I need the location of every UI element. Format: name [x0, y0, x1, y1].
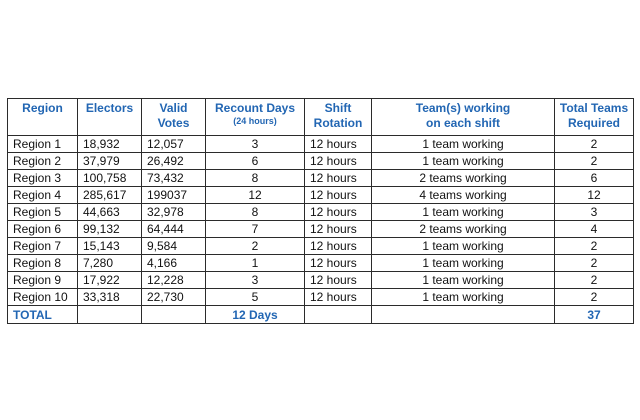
total-shift-empty: [305, 306, 372, 324]
table-row: [8, 187, 634, 204]
cell-teams-per-shift: 2 teams working: [372, 170, 555, 187]
cell-total-teams: 2: [555, 272, 634, 289]
table-row: [8, 170, 634, 187]
cell-teams-per-shift: 2 teams working: [372, 221, 555, 238]
table-row: [8, 221, 634, 238]
table-row: [8, 238, 634, 255]
cell-valid-votes: 199037: [142, 187, 206, 204]
cell-electors: 99,132: [78, 221, 142, 238]
cell-shift-rotation: 12 hours: [305, 187, 372, 204]
table-row: [8, 255, 634, 272]
table-row: [8, 136, 634, 153]
cell-region: Region 6: [8, 221, 78, 238]
cell-teams-per-shift: 4 teams working: [372, 187, 555, 204]
cell-teams-per-shift: 1 team working: [372, 136, 555, 153]
table-row: [8, 272, 634, 289]
cell-total-teams: 3: [555, 204, 634, 221]
total-row: [8, 306, 634, 324]
cell-electors: 33,318: [78, 289, 142, 306]
cell-teams-per-shift: 1 team working: [372, 204, 555, 221]
cell-electors: 37,979: [78, 153, 142, 170]
cell-valid-votes: 9,584: [142, 238, 206, 255]
recount-table-container: [7, 98, 633, 324]
cell-recount-days: 7: [206, 221, 305, 238]
cell-total-teams: 4: [555, 221, 634, 238]
cell-valid-votes: 64,444: [142, 221, 206, 238]
cell-teams-per-shift: 1 team working: [372, 153, 555, 170]
cell-total-teams: 2: [555, 136, 634, 153]
cell-recount-days: 8: [206, 170, 305, 187]
total-electors-empty: [78, 306, 142, 324]
header-shift-rotation: Shift Rotation: [305, 99, 372, 136]
cell-valid-votes: 22,730: [142, 289, 206, 306]
cell-shift-rotation: 12 hours: [305, 255, 372, 272]
cell-teams-per-shift: 1 team working: [372, 255, 555, 272]
header-teams-per-shift: Team(s) working on each shift: [372, 99, 555, 136]
cell-total-teams: 6: [555, 170, 634, 187]
cell-recount-days: 12: [206, 187, 305, 204]
header-total-teams: Total Teams Required: [555, 99, 634, 136]
total-teams-shift-empty: [372, 306, 555, 324]
cell-shift-rotation: 12 hours: [305, 170, 372, 187]
cell-recount-days: 6: [206, 153, 305, 170]
cell-recount-days: 3: [206, 272, 305, 289]
cell-region: Region 4: [8, 187, 78, 204]
cell-teams-per-shift: 1 team working: [372, 289, 555, 306]
cell-valid-votes: 73,432: [142, 170, 206, 187]
cell-electors: 15,143: [78, 238, 142, 255]
cell-region: Region 7: [8, 238, 78, 255]
cell-valid-votes: 12,228: [142, 272, 206, 289]
cell-electors: 17,922: [78, 272, 142, 289]
cell-recount-days: 2: [206, 238, 305, 255]
cell-region: Region 2: [8, 153, 78, 170]
cell-valid-votes: 12,057: [142, 136, 206, 153]
cell-shift-rotation: 12 hours: [305, 289, 372, 306]
table-row: [8, 204, 634, 221]
cell-teams-per-shift: 1 team working: [372, 238, 555, 255]
total-valid-empty: [142, 306, 206, 324]
table-row: [8, 153, 634, 170]
cell-total-teams: 2: [555, 255, 634, 272]
cell-region: Region 9: [8, 272, 78, 289]
recount-table: [7, 98, 634, 324]
cell-valid-votes: 32,978: [142, 204, 206, 221]
cell-region: Region 10: [8, 289, 78, 306]
cell-total-teams: 2: [555, 238, 634, 255]
total-label: TOTAL: [8, 306, 78, 324]
cell-electors: 18,932: [78, 136, 142, 153]
cell-total-teams: 2: [555, 289, 634, 306]
cell-valid-votes: 4,166: [142, 255, 206, 272]
cell-electors: 7,280: [78, 255, 142, 272]
cell-shift-rotation: 12 hours: [305, 153, 372, 170]
cell-shift-rotation: 12 hours: [305, 272, 372, 289]
table-row: [8, 289, 634, 306]
total-teams-required: 37: [555, 306, 634, 324]
cell-valid-votes: 26,492: [142, 153, 206, 170]
header-region: Region: [8, 99, 78, 136]
cell-region: Region 5: [8, 204, 78, 221]
header-recount-days: Recount Days (24 hours): [206, 99, 305, 136]
cell-electors: 44,663: [78, 204, 142, 221]
cell-recount-days: 5: [206, 289, 305, 306]
header-valid-votes: Valid Votes: [142, 99, 206, 136]
cell-recount-days: 1: [206, 255, 305, 272]
cell-shift-rotation: 12 hours: [305, 221, 372, 238]
cell-recount-days: 8: [206, 204, 305, 221]
cell-shift-rotation: 12 hours: [305, 238, 372, 255]
header-electors: Electors: [78, 99, 142, 136]
cell-shift-rotation: 12 hours: [305, 136, 372, 153]
total-recount-days: 12 Days: [206, 306, 305, 324]
cell-teams-per-shift: 1 team working: [372, 272, 555, 289]
cell-total-teams: 2: [555, 153, 634, 170]
cell-total-teams: 12: [555, 187, 634, 204]
cell-recount-days: 3: [206, 136, 305, 153]
header-row: [8, 99, 634, 136]
cell-region: Region 8: [8, 255, 78, 272]
cell-electors: 285,617: [78, 187, 142, 204]
cell-shift-rotation: 12 hours: [305, 204, 372, 221]
cell-electors: 100,758: [78, 170, 142, 187]
cell-region: Region 3: [8, 170, 78, 187]
cell-region: Region 1: [8, 136, 78, 153]
